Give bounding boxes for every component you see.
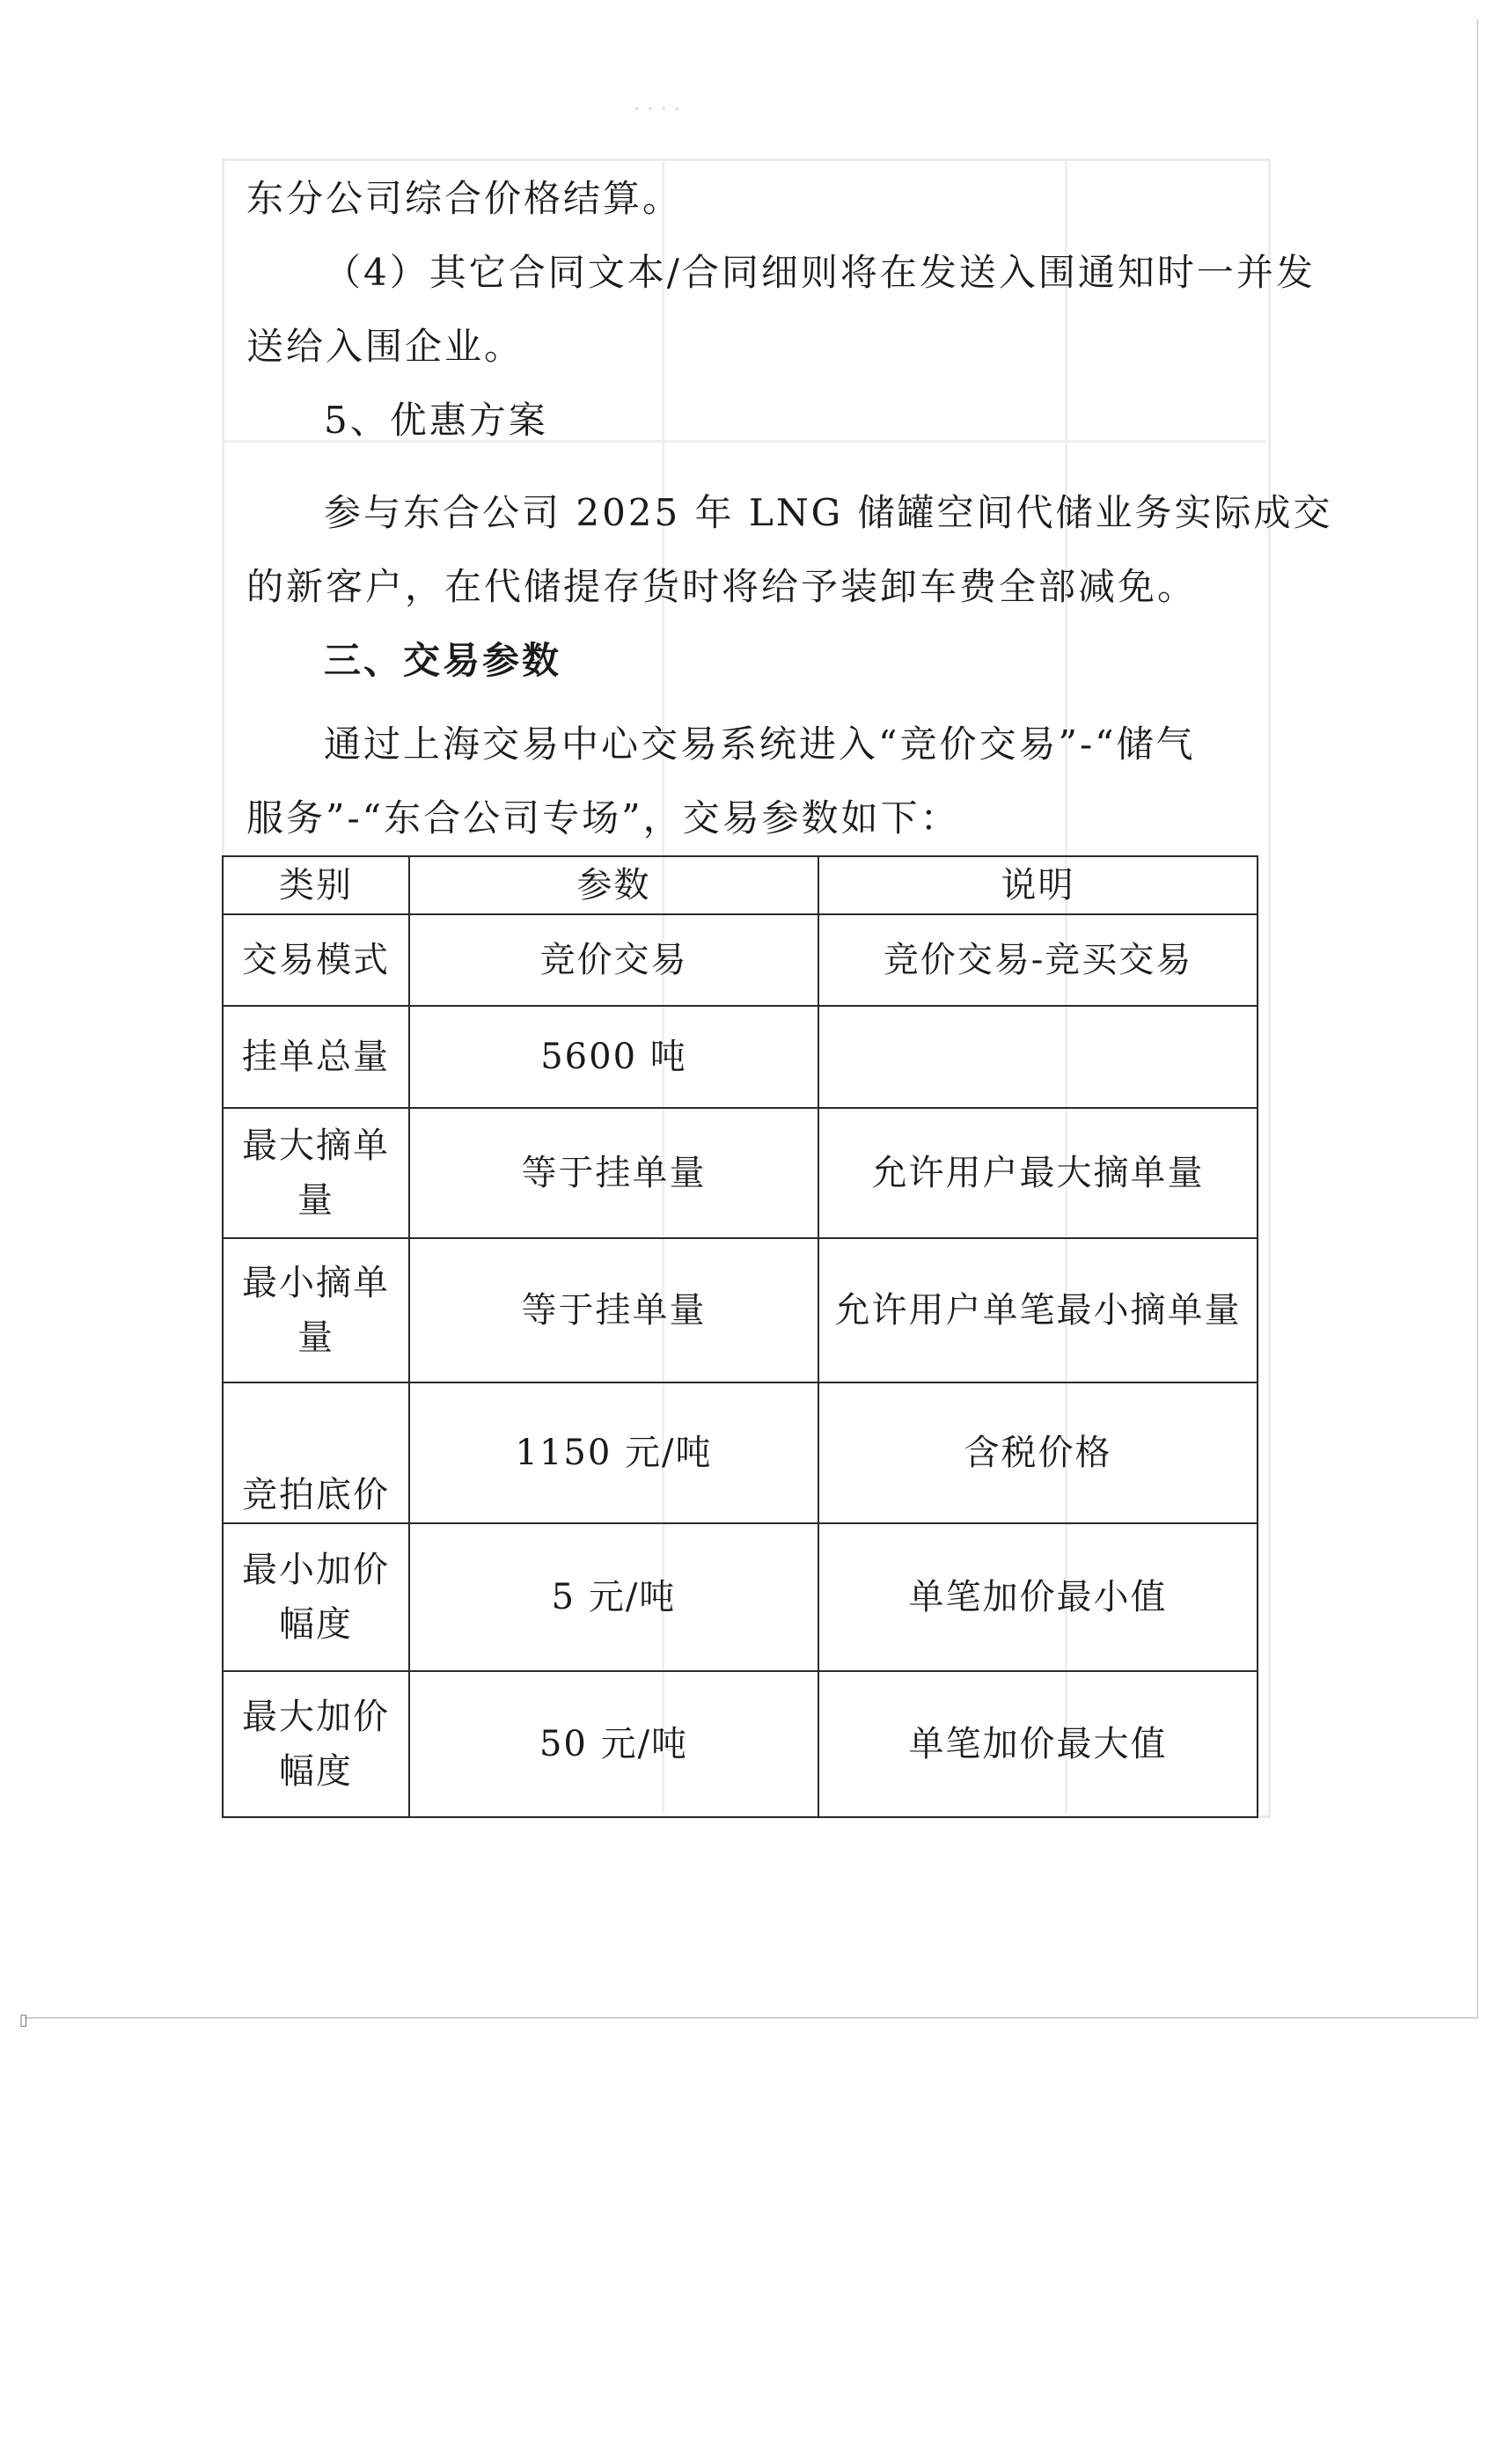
- note-cell: 含税价格: [818, 1382, 1258, 1523]
- category-cell: 交易模式: [223, 914, 409, 1006]
- note-cell: 单笔加价最小值: [818, 1523, 1258, 1671]
- note-cell: 竞价交易-竞买交易: [818, 914, 1258, 1006]
- param-cell: 等于挂单量: [409, 1238, 818, 1382]
- param-cell: 竞价交易: [409, 914, 818, 1006]
- table-row: [223, 1382, 1258, 1523]
- paragraph-line: （4）其它合同文本/合同细则将在发送入围通知时一并发: [324, 251, 1316, 294]
- category-cell: 最小加价幅度: [223, 1523, 409, 1671]
- table-row: [223, 1006, 1258, 1108]
- category-cell: 最大摘单量: [223, 1108, 409, 1238]
- param-cell: 1150 元/吨: [409, 1382, 818, 1523]
- table-row: [223, 1671, 1258, 1817]
- category-cell: 最大加价幅度: [223, 1671, 409, 1817]
- category-cell: 最小摘单量: [223, 1238, 409, 1382]
- table-row: [223, 1523, 1258, 1671]
- param-cell: 5600 吨: [409, 1006, 818, 1108]
- note-cell: [818, 1006, 1258, 1108]
- scan-corner-mark: ▯: [19, 2011, 28, 2029]
- paragraph-line: 通过上海交易中心交易系统进入“竞价交易”-“储气: [324, 722, 1196, 766]
- section-heading: 三、交易参数: [324, 639, 562, 682]
- scan-mark: · · · ·: [634, 97, 681, 121]
- param-cell: 等于挂单量: [409, 1108, 818, 1238]
- table-row: [223, 1108, 1258, 1238]
- paragraph-line: 服务”-“东合公司专场”，交易参数如下：: [246, 796, 960, 840]
- param-cell: 5 元/吨: [409, 1523, 818, 1671]
- note-cell: 单笔加价最大值: [818, 1671, 1258, 1817]
- paragraph-line: 送给入围企业。: [246, 325, 524, 368]
- table-row: [223, 1238, 1258, 1382]
- note-cell: 允许用户单笔最小摘单量: [818, 1238, 1258, 1382]
- param-cell: 50 元/吨: [409, 1671, 818, 1817]
- table-header-row: [223, 856, 1258, 914]
- paragraph-line: 东分公司综合价格结算。: [246, 177, 683, 220]
- section-heading: 5、优惠方案: [324, 399, 548, 442]
- header-cell: 类别: [223, 856, 409, 914]
- paragraph-line: 参与东合公司 2025 年 LNG 储罐空间代储业务实际成交: [324, 491, 1333, 534]
- table-row: [223, 914, 1258, 1006]
- note-cell: 允许用户最大摘单量: [818, 1108, 1258, 1238]
- paragraph-line: 的新客户，在代储提存货时将给予装卸车费全部减免。: [246, 565, 1198, 608]
- category-cell: 竞拍底价: [223, 1382, 409, 1523]
- header-cell: 说明: [818, 856, 1258, 914]
- category-cell: 挂单总量: [223, 1006, 409, 1108]
- header-cell: 参数: [409, 856, 818, 914]
- trade-parameters-table: [222, 855, 1258, 1818]
